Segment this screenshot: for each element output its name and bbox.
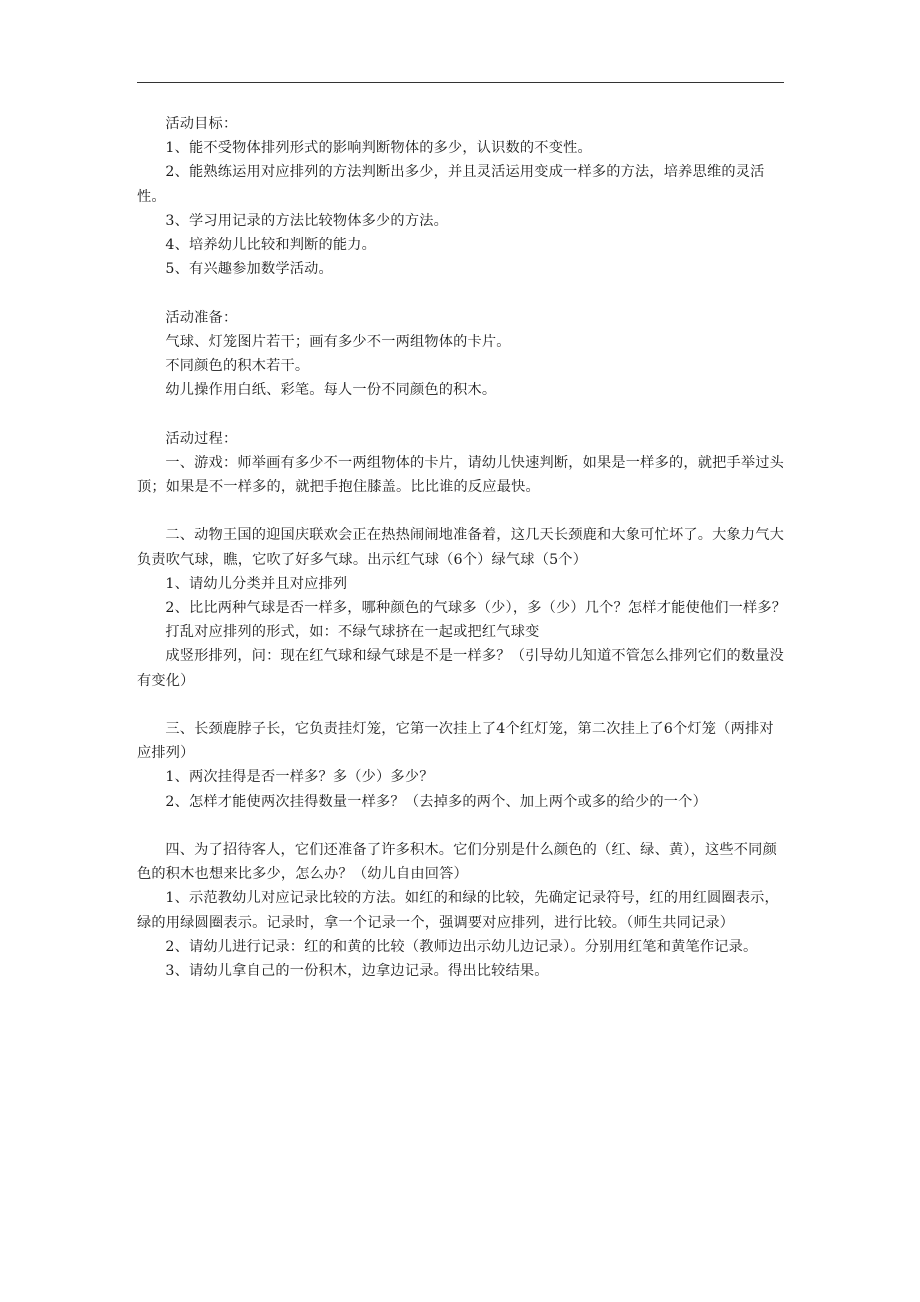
prep-item: 幼儿操作用白纸、彩笔。每人一份不同颜色的积木。 [165, 382, 497, 399]
goal-item: 1、能不受物体排列形式的影响判断物体的多少，认识数的不变性。 [165, 140, 592, 157]
document-body [137, 112, 787, 983]
goal-item: 2、能熟练运用对应排列的方法判断出多少，并且灵活运用变成一样多的方法，培养思维的灵活性。 [137, 164, 765, 205]
process-step: 2、怎样才能使两次挂得数量一样多？（去掉多的两个、加上两个或多的给少的一个） [165, 793, 707, 810]
process-step: 一、游戏：师举画有多少不一两组物体的卡片，请幼儿快速判断，如果是一样多的，就把手举过头顶；如果是不一样多的，就把手抱住膝盖。比比谁的反应最快。 [137, 454, 785, 496]
process-step: 1、请幼儿分类并且对应排列 [165, 575, 348, 592]
process-step: 3、请幼儿拿自己的一份积木，边拿边记录。得出比较结果。 [165, 963, 549, 980]
process-step: 四、为了招待客人，它们还准备了许多积木。它们分别是什么颜色的（红、绿、黄），这些不同颜色的积木也想来比多少，怎么办？（幼儿自由回答） [137, 842, 777, 883]
blank-line [137, 499, 787, 523]
process-step: 成竖形排列，问：现在红气球和绿气球是不是一样多？（引导幼儿知道不管怎么排列它们的数量没有变化） [137, 648, 785, 689]
blank-line [137, 693, 787, 717]
prep-item: 不同颜色的积木若干。 [165, 358, 310, 375]
blank-line [137, 814, 787, 838]
process-step: 1、示范教幼儿对应记录比较的方法。如红的和绿的比较，先确定记录符号，红的用红圆圈表示，绿的用绿圆圈表示。记录时，拿一个记录一个，强调要对应排列，进行比较。（师生共同记录） [137, 890, 779, 931]
process-step: 2、比比两种气球是否一样多，哪种颜色的气球多（少），多（少）几个？怎样才能使他们一样多？ [165, 600, 787, 617]
blank-line [137, 402, 787, 426]
goals-heading: 活动目标： [165, 116, 238, 132]
process-step: 二、动物王国的迎国庆联欢会正在热热闹闹地准备着，这几天长颈鹿和大象可忙坏了。大象力气大负责吹气球，瞧，它吹了好多气球。出示红气球（6个）绿气球（5个） [137, 527, 785, 568]
goal-item: 4、培养幼儿比较和判断的能力。 [165, 237, 377, 254]
goal-item: 3、学习用记录的方法比较物体多少的方法。 [165, 212, 448, 229]
process-step: 2、请幼儿进行记录：红的和黄的比较（教师边出示幼儿边记录）。分别用红笔和黄笔作记录。 [165, 938, 758, 955]
process-step: 三、长颈鹿脖子长，它负责挂灯笼，它第一次挂上了4个红灯笼，第二次挂上了6个灯笼（两排对应排列） [137, 721, 774, 762]
goal-item: 5、有兴趣参加数学活动。 [165, 261, 333, 278]
process-heading: 活动过程： [165, 430, 238, 447]
header-rule [137, 82, 784, 83]
blank-line [137, 281, 787, 305]
process-step: 打乱对应排列的形式，如：不绿气球挤在一起或把红气球变 [165, 624, 540, 641]
process-step: 1、两次挂得是否一样多？多（少）多少？ [165, 769, 434, 786]
prep-heading: 活动准备： [165, 309, 238, 326]
prep-item: 气球、灯笼图片若干；画有多少不一两组物体的卡片。 [165, 333, 511, 350]
